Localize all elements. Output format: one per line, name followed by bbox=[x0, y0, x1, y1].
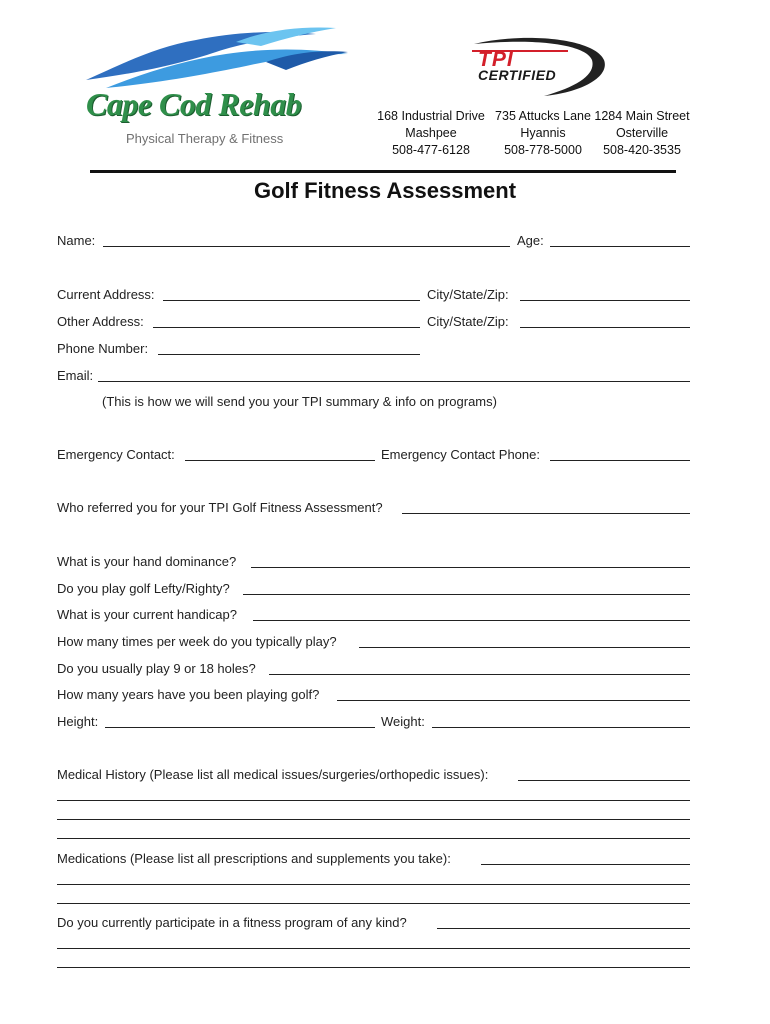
location-street: 1284 Main Street bbox=[594, 109, 690, 123]
certified-logo-text: CERTIFIED bbox=[478, 67, 557, 83]
city-state-zip-field[interactable] bbox=[520, 300, 690, 301]
years-playing-label: How many years have you been playing golf? bbox=[57, 687, 320, 702]
referral-field[interactable] bbox=[402, 513, 690, 514]
current-address-label: Current Address: bbox=[57, 287, 155, 302]
emergency-contact-field[interactable] bbox=[185, 460, 375, 461]
medical-history-label: Medical History (Please list all medical issues/surgeries/orthopedic issues): bbox=[57, 767, 489, 782]
name-field[interactable] bbox=[103, 246, 510, 247]
medications-field[interactable] bbox=[481, 864, 690, 865]
years-playing-field[interactable] bbox=[337, 700, 690, 701]
emergency-phone-field[interactable] bbox=[550, 460, 690, 461]
form-title: Golf Fitness Assessment bbox=[253, 178, 517, 203]
hand-dominance-field[interactable] bbox=[251, 567, 690, 568]
weight-label: Weight: bbox=[381, 714, 425, 729]
height-field[interactable] bbox=[105, 727, 375, 728]
clinic-logo-name: Cape Cod Rehab bbox=[86, 86, 302, 122]
medical-history-line[interactable] bbox=[57, 819, 690, 820]
tpi-logo-text: TPI bbox=[478, 48, 514, 71]
times-per-week-label: How many times per week do you typically play? bbox=[57, 634, 337, 649]
fitness-program-line[interactable] bbox=[57, 948, 690, 949]
fitness-program-label: Do you currently participate in a fitness program of any kind? bbox=[57, 915, 407, 930]
header-divider bbox=[90, 170, 676, 173]
other-city-state-zip-label: City/State/Zip: bbox=[427, 314, 509, 329]
other-address-label: Other Address: bbox=[57, 314, 144, 329]
referral-label: Who referred you for your TPI Golf Fitness Assessment? bbox=[57, 500, 383, 515]
name-label: Name: bbox=[57, 233, 96, 248]
holes-field[interactable] bbox=[269, 674, 690, 675]
clinic-tagline: Physical Therapy & Fitness bbox=[126, 131, 284, 146]
age-field[interactable] bbox=[550, 246, 690, 247]
location-street: 168 Industrial Drive bbox=[377, 109, 485, 123]
medical-history-field[interactable] bbox=[518, 780, 690, 781]
medications-line[interactable] bbox=[57, 903, 690, 904]
height-label: Height: bbox=[57, 714, 99, 729]
location-town: Mashpee bbox=[405, 126, 457, 140]
location-town: Osterville bbox=[615, 126, 669, 140]
hand-dominance-label: What is your hand dominance? bbox=[57, 554, 237, 569]
fitness-program-field[interactable] bbox=[437, 928, 690, 929]
times-per-week-field[interactable] bbox=[359, 647, 690, 648]
medical-history-line[interactable] bbox=[57, 800, 690, 801]
current-address-field[interactable] bbox=[163, 300, 420, 301]
age-label: Age: bbox=[517, 233, 544, 248]
location-mashpee bbox=[373, 108, 489, 159]
email-label: Email: bbox=[57, 368, 94, 383]
other-city-state-zip-field[interactable] bbox=[520, 327, 690, 328]
location-phone: 508-477-6128 bbox=[392, 143, 470, 157]
handicap-label: What is your current handicap? bbox=[57, 607, 237, 622]
medications-label: Medications (Please list all prescriptions and supplements you take): bbox=[57, 851, 451, 866]
handicap-field[interactable] bbox=[253, 620, 690, 621]
city-state-zip-label: City/State/Zip: bbox=[427, 287, 509, 302]
medical-history-line[interactable] bbox=[57, 838, 690, 839]
location-hyannis bbox=[493, 108, 593, 159]
fitness-program-line[interactable] bbox=[57, 967, 690, 968]
email-note: (This is how we will send you your TPI summary & info on programs) bbox=[102, 394, 497, 409]
medications-line[interactable] bbox=[57, 884, 690, 885]
phone-field[interactable] bbox=[158, 354, 420, 355]
holes-label: Do you usually play 9 or 18 holes? bbox=[57, 661, 256, 676]
location-phone: 508-420-3535 bbox=[603, 143, 681, 157]
location-phone: 508-778-5000 bbox=[504, 143, 582, 157]
location-street: 735 Attucks Lane bbox=[495, 109, 591, 123]
emergency-phone-label: Emergency Contact Phone: bbox=[381, 447, 540, 462]
email-field[interactable] bbox=[98, 381, 690, 382]
lefty-righty-field[interactable] bbox=[243, 594, 690, 595]
emergency-contact-label: Emergency Contact: bbox=[57, 447, 175, 462]
phone-label: Phone Number: bbox=[57, 341, 149, 356]
weight-field[interactable] bbox=[432, 727, 690, 728]
location-town: Hyannis bbox=[520, 126, 566, 140]
other-address-field[interactable] bbox=[153, 327, 420, 328]
lefty-righty-label: Do you play golf Lefty/Righty? bbox=[57, 581, 230, 596]
location-osterville bbox=[584, 108, 700, 159]
